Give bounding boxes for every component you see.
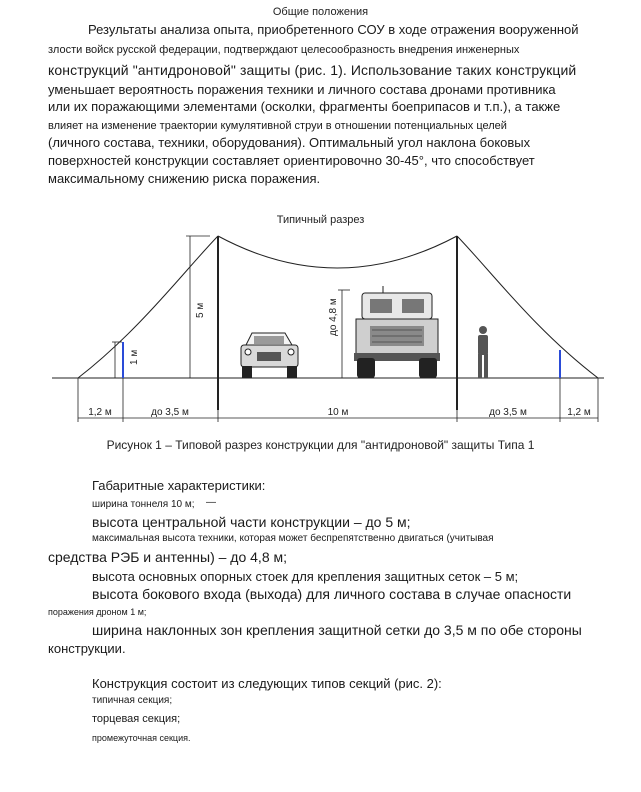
spec-dash: — <box>206 497 216 508</box>
intro-line-1: Результаты анализа опыта, приобретенного СОУ в ходе отражения вооруженной <box>88 22 579 37</box>
figure-caption: Рисунок 1 – Типовой разрез конструкции для "антидроновой" защиты Типа 1 <box>106 438 535 452</box>
dim-left-3-5: до 3,5 м <box>151 407 189 418</box>
truck-illustration <box>354 286 440 378</box>
dim-center-10: 10 м <box>327 407 349 418</box>
intro-line-6: влияет на изменение траектории кумулятивной струи в отношении потенциальных целей <box>48 120 507 132</box>
center-canopy-net <box>218 236 457 268</box>
label-height-5: 5 м <box>195 302 206 318</box>
car-illustration <box>241 333 298 378</box>
section-item-typical: типичная секция; <box>92 695 173 706</box>
spec-center-height: высота центральной части конструкции – до 5 м; <box>92 514 411 530</box>
spec-vehicle-height-2: средства РЭБ и антенны) – до 4,8 м; <box>48 549 288 565</box>
dim-left-1-2: 1,2 м <box>88 407 112 418</box>
figure-title: Типичный разрез <box>276 214 365 226</box>
spec-vehicle-height-1: максимальная высота техники, которая может беспрепятственно двигаться (учитывая <box>92 533 494 544</box>
intro-line-9: максимальному снижению риска поражения. <box>48 171 321 186</box>
spec-tunnel-width: ширина тоннеля 10 м; <box>92 499 195 510</box>
sections-header: Конструкция состоит из следующих типов секций (рис. 2): <box>92 676 442 691</box>
spec-side-entry-2: поражения дроном 1 м; <box>48 607 147 617</box>
section-item-end: торцевая секция; <box>92 713 181 725</box>
dim-right-3-5: до 3,5 м <box>489 407 527 418</box>
specs-header: Габаритные характеристики: <box>92 478 266 493</box>
intro-line-4: уменьшает вероятность поражения техники и личного состава дронами противника <box>48 82 556 97</box>
label-height-48: до 4,8 м <box>328 298 339 336</box>
intro-line-8: поверхностей конструкции составляет ориентировочно 30-45°, что способствует <box>48 153 535 168</box>
spec-slope-width-2: конструкции. <box>48 641 126 656</box>
label-height-1: 1 м <box>129 349 140 365</box>
spec-side-entry-1: высота бокового входа (выхода) для личного состава в случае опасности <box>92 586 572 602</box>
intro-line-3: конструкций "антидроновой" защиты (рис. 1). Использование таких конструкций <box>48 62 577 78</box>
intro-line-5: или их поражающими элементами (осколки, фрагменты боеприпасов и т.п.), а также <box>48 99 561 114</box>
section-heading: Общие положения <box>272 6 369 18</box>
spec-slope-width-1: ширина наклонных зон крепления защитной сетки до 3,5 м по обе стороны <box>92 622 582 638</box>
intro-line-2: злости войск русской федерации, подтверждают целесообразность внедрения инженерных <box>48 44 520 56</box>
dim-right-1-2: 1,2 м <box>567 407 591 418</box>
intro-line-7: (личного состава, техники, оборудования). Оптимальный угол наклона боковых <box>48 135 531 150</box>
section-item-intermediate: промежуточная секция. <box>92 733 191 743</box>
spec-post-height: высота основных опорных стоек для крепления защитных сеток – 5 м; <box>92 569 519 584</box>
soldier-silhouette <box>478 326 488 378</box>
